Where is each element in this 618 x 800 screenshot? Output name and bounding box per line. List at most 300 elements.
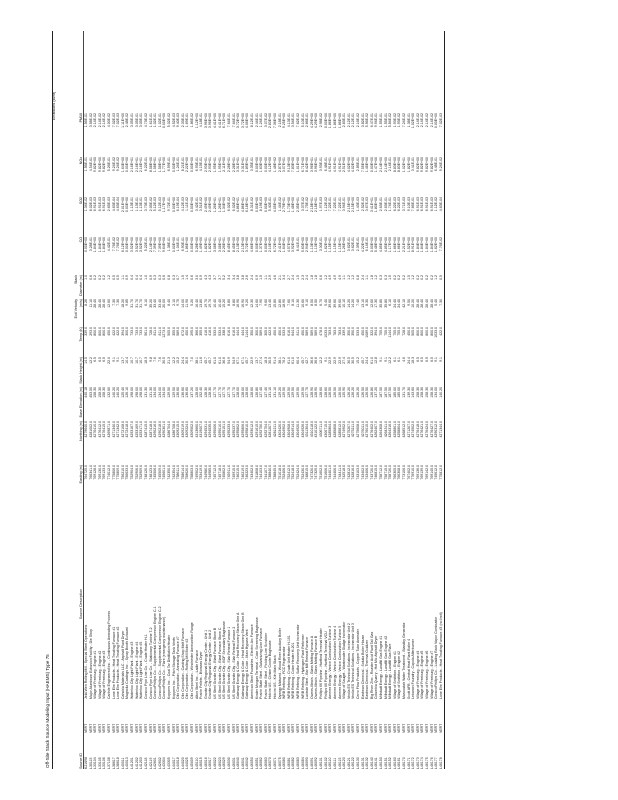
table-cell-so2: 2.01E+00 [120, 197, 125, 213]
table-cell-h: 4.6 [402, 357, 407, 362]
table-cell-el: 136.60 [180, 387, 185, 398]
table-cell-d: 0.2 [415, 275, 420, 280]
table-cell-h: 22.0 [107, 357, 112, 364]
table-cell-e: 758611.0 [176, 465, 181, 480]
table-cell-co: 4.42E-01 [107, 237, 112, 252]
table-cell-e: 758614.0 [180, 465, 185, 480]
table-cell-el: 185.00 [397, 387, 402, 398]
table-cell-h: 24.4 [406, 357, 411, 364]
table-cell-type: VERT [277, 723, 282, 733]
table-cell-pm: 3.58E-02 [88, 113, 93, 128]
table-cell-nox: 1.58E+01 [157, 157, 162, 173]
table-cell-type: VERT [351, 723, 356, 733]
table-cell-n: 4276421.0 [420, 421, 425, 438]
table-cell-h: 18.3 [263, 357, 268, 364]
table-cell-v: 19.70 [208, 299, 213, 308]
table-cell-el: 128.30 [208, 387, 213, 398]
table-cell-id: L30115 [88, 757, 93, 769]
table-cell-nox: 1.48E+02 [272, 157, 277, 173]
table-cell-el: 453.50 [88, 387, 93, 398]
table-cell-co: 1.62E+00 [323, 237, 328, 253]
table-cell-nox: 2.93E+01 [208, 157, 213, 173]
table-cell-e: 745718.0 [217, 465, 222, 480]
table-cell-n: 4286708.0 [171, 421, 176, 438]
table-cell-t: 339.0 [84, 327, 88, 336]
table-cell-pm: 2.14E-02 [93, 113, 98, 128]
table-cell-h: 45.7 [300, 357, 305, 364]
table-cell-h: 18.3 [411, 357, 416, 364]
table-cell-id: L46161 [397, 757, 402, 769]
table-cell-pm: 2.83E-01 [342, 113, 347, 128]
table-cell-co: 1.64E+01 [282, 237, 287, 253]
table-cell-pm: 3.72E+00 [236, 113, 241, 129]
table-cell-v: 12.30 [249, 299, 254, 308]
table-cell-h: 54.9 [226, 357, 231, 364]
table-cell-co: 3.08E+01 [213, 237, 218, 253]
table-cell-v: 6.70 [319, 299, 324, 306]
table-cell-co: 5.28E+00 [194, 237, 199, 253]
table-cell-d: 4.6 [272, 275, 277, 280]
table-cell-e: 752430.0 [300, 465, 305, 480]
table-cell-el: 158.30 [93, 387, 98, 398]
table-cell-id: L46040 [236, 757, 241, 769]
table-cell-id: L38618 [116, 757, 121, 769]
table-cell-e: 752909.0 [139, 465, 144, 480]
table-cell-v: 9.60 [263, 299, 268, 306]
table-cell-pm: 7.62E-02 [296, 113, 301, 128]
table-cell-n: 4281002.0 [88, 421, 93, 438]
table-cell-nox: 9.82E+00 [420, 157, 425, 173]
table-cell-n: 4253167.0 [130, 421, 135, 438]
table-cell-so2: 8.19E-03 [259, 197, 264, 212]
table-cell-co: 6.72E+01 [272, 237, 277, 253]
table-cell-so2: 2.63E-01 [379, 197, 383, 212]
table-cell-nox: 3.07E+01 [282, 157, 287, 173]
table-cell-n: 4285804.0 [328, 421, 333, 438]
table-cell-type: VERT [199, 723, 204, 733]
table-cell-type: VERT [434, 723, 439, 733]
table-cell-v: 10.20 [411, 299, 416, 308]
table-cell-d: 0.4 [139, 275, 144, 280]
table-cell-el: 134.00 [153, 387, 158, 398]
table-cell-el: 158.30 [429, 387, 434, 398]
table-cell-el: 140.20 [116, 387, 121, 398]
table-cell-d: 1.2 [434, 275, 439, 280]
table-cell-type: VERT [217, 723, 222, 733]
table-cell-so2: 7.22E-01 [337, 197, 342, 212]
table-cell-desc: Village of Freeburg - Engine #4 [415, 650, 420, 699]
table-cell-so2: 6.02E-02 [231, 197, 236, 212]
table-cell-type: VERT [355, 723, 360, 733]
table-cell-co: 5.48E+00 [374, 237, 379, 253]
table-cell-so2: 3.67E-03 [365, 197, 370, 212]
table-cell-co: 5.22E-01 [143, 237, 148, 252]
table-cell-e: 746815.0 [374, 465, 379, 480]
table-cell-pm: 1.61E-01 [148, 113, 153, 128]
table-cell-nox: 1.89E+01 [245, 157, 250, 173]
table-cell-v: 5.40 [323, 299, 328, 306]
table-cell-v: 16.90 [240, 299, 245, 308]
table-cell-co: 3.62E-01 [346, 237, 351, 252]
table-cell-so2: 6.22E-03 [397, 197, 402, 212]
table-cell-e: 769136.0 [415, 465, 420, 480]
table-cell-so2: 2.49E+00 [208, 197, 213, 213]
table-cell-so2: 0.00E+00 [190, 197, 195, 213]
table-cell-e: 744103.0 [259, 465, 264, 480]
table-cell-type: VERT [392, 723, 397, 733]
table-cell-desc: Phillips 66 Pipeline - Hartford Terminal VCU [323, 631, 328, 699]
table-cell-v: 39.60 [328, 299, 333, 308]
table-cell-co: 8.41E-01 [296, 237, 301, 252]
table-cell-so2: 5.12E-03 [153, 197, 158, 212]
table-cell-h: 21.3 [166, 357, 171, 364]
table-cell-e: 769139.0 [420, 465, 425, 480]
table-cell-desc: Gateway Energy & Coke - Heat Recovery Steam Gen A [236, 612, 241, 699]
table-cell-h: 67.1 [240, 357, 245, 364]
table-cell-so2: 4.63E-04 [111, 197, 116, 212]
table-cell-el: 127.40 [263, 387, 268, 398]
table-cell-id: L41203 [139, 757, 144, 769]
table-cell-h: 6.1 [397, 357, 402, 362]
table-cell-v: 6.10 [143, 299, 148, 306]
table-cell-nox: 6.93E-01 [194, 157, 199, 172]
table-cell-h: 13.7 [254, 357, 259, 364]
table-cell-nox: 0.00E+00 [254, 157, 259, 173]
table-cell-t: 616.0 [286, 327, 291, 336]
table-cell-so2: 2.35E+01 [296, 197, 301, 213]
table-cell-t: 755.0 [397, 327, 402, 336]
table-cell-el: 131.70 [402, 387, 407, 398]
table-cell-type: VERT [162, 723, 167, 733]
table-cell-desc: Scott AFB - Central Heat Plant Boiler 4 [406, 638, 411, 699]
table-cell-so2: 3.42E-01 [194, 197, 199, 212]
table-cell-n: 4276418.0 [415, 421, 420, 438]
table-cell-h: 30.5 [162, 357, 167, 364]
table-cell-e: 747325.0 [314, 465, 319, 480]
table-cell-el: 128.00 [245, 387, 250, 398]
table-cell-v: 8.30 [365, 299, 370, 306]
table-cell-id: L46023 [217, 757, 222, 769]
table-cell-el: 126.50 [337, 387, 342, 398]
table-cell-co: 1.15E+01 [332, 237, 337, 253]
table-cell-pm: 1.86E+00 [337, 113, 342, 129]
table-cell-v: 8.50 [314, 299, 319, 306]
table-cell-pm: 1.86E-02 [190, 113, 195, 128]
table-cell-t: 783.0 [328, 327, 333, 336]
table-cell-so2: 7.22E-01 [332, 197, 337, 212]
table-cell-el: 125.40 [120, 387, 125, 398]
table-cell-d: 3.7 [217, 275, 222, 280]
table-cell-h: 36.6 [222, 357, 227, 364]
table-cell-desc: Columbia Quarry - Hot Mix Asphalt Dryer [374, 635, 379, 699]
table-cell-id: L46160 [392, 757, 397, 769]
table-cell-v: 10.10 [342, 299, 347, 308]
table-cell-nox: 9.13E+00 [286, 157, 291, 173]
table-cell-pm: 1.02E+00 [411, 113, 416, 129]
table-cell-pm: 1.11E+00 [120, 113, 125, 128]
col-header: PM10 [78, 113, 83, 123]
table-cell-h: 9.1 [379, 357, 383, 362]
table-cell-nox: 2.85E-01 [355, 157, 360, 172]
table-cell-t: 505.0 [166, 327, 171, 336]
table-cell-n: 4295237.0 [231, 421, 236, 438]
table-cell-nox: 4.91E+01 [328, 157, 333, 173]
table-cell-desc: Major Aluminum Extrusion Facility - Die Shop [88, 628, 93, 699]
table-cell-n: 4295802.0 [236, 421, 241, 438]
table-cell-h: 24.4 [365, 357, 370, 364]
table-cell-pm: 1.93E-02 [397, 113, 402, 128]
table-cell-v: 28.40 [429, 299, 434, 308]
table-cell-h: 6.5 [102, 357, 107, 362]
table-cell-t: 422.0 [116, 327, 121, 336]
table-cell-pm: 6.71E+00 [222, 113, 227, 129]
table-cell-t: 350.0 [249, 327, 254, 336]
table-cell-v: 16.40 [194, 299, 199, 308]
table-cell-type: VERT [180, 723, 185, 733]
table-cell-v: 7.30 [116, 299, 121, 306]
table-cell-n: 4276427.0 [429, 421, 434, 438]
table-cell-type: VERT [263, 723, 268, 733]
table-cell-id: L33104 [93, 757, 98, 769]
table-cell-id: L37108 [107, 757, 112, 769]
table-cell-nox: 1.46E+00 [365, 157, 370, 173]
table-cell-n: 4310122.0 [314, 421, 319, 438]
table-cell-t: 733.0 [134, 327, 139, 336]
table-cell-d: 1.2 [346, 275, 351, 280]
table-cell-e: 764725.0 [84, 465, 88, 480]
table-cell-pm: 1.12E+00 [194, 113, 199, 129]
table-cell-so2: 6.91E-03 [415, 197, 420, 212]
table-cell-desc: Village of Smithton - Engine #2 [397, 651, 402, 699]
table-cell-d: 2.6 [245, 275, 250, 280]
table-cell-type: VERT [107, 723, 112, 733]
table-cell-v: 11.10 [88, 299, 93, 308]
table-cell-type: VERT [208, 723, 213, 733]
table-cell-pm: 1.69E-01 [185, 113, 190, 128]
table-cell-nox: 2.14E+00 [379, 157, 383, 173]
table-cell-n: 4274502.0 [411, 421, 416, 438]
table-cell-co: 4.66E+00 [249, 237, 254, 253]
table-cell-so2: 4.86E+01 [240, 197, 245, 213]
table-cell-d: 0.2 [429, 275, 434, 280]
table-cell-d: 0.3 [383, 275, 388, 280]
table-cell-t: 533.0 [355, 327, 360, 336]
emissions-group-header: Emissions (lb/hr) [52, 91, 56, 120]
table-cell-h: 30.5 [268, 357, 273, 364]
table-cell-d: 0.6 [162, 275, 167, 280]
table-cell-n: 4295010.0 [217, 421, 222, 438]
table-cell-desc: Granite City Regional Energy Center - Unit 2 [208, 629, 213, 699]
table-cell-pm: 2.14E-02 [420, 113, 425, 128]
table-cell-desc: Olin Corporation - Casting Shop Melt Furnace [180, 627, 185, 699]
table-cell-t: 350.0 [351, 327, 356, 336]
table-cell-d: 3.4 [231, 275, 236, 280]
table-cell-co: 3.52E+00 [134, 237, 139, 253]
table-cell-d: 3.8 [236, 275, 241, 280]
table-cell-co: 7.39E+00 [153, 237, 158, 253]
table-cell-d: 1.0 [84, 275, 88, 280]
table-cell-e: 738845.0 [272, 465, 277, 480]
table-cell-d: 0.4 [130, 275, 135, 280]
table-cell-type: VERT [84, 723, 88, 733]
table-cell-so2: 2.52E-02 [360, 197, 365, 212]
table-cell-v: 42.10 [402, 299, 407, 308]
table-cell-id: L46130 [355, 757, 360, 769]
table-cell-e: 745601.0 [162, 465, 167, 480]
table-cell-co: 1.17E+00 [388, 237, 393, 253]
table-cell-id: L46062 [259, 757, 264, 769]
table-cell-h: 45.7 [245, 357, 250, 364]
table-cell-v: 11.90 [185, 299, 190, 308]
table-cell-type: VERT [245, 723, 250, 733]
table-cell-v: 35.80 [383, 299, 388, 308]
table-cell-nox: 9.82E+00 [429, 157, 434, 173]
table-cell-t: 589.0 [305, 327, 310, 336]
col-header: Northing (m) [78, 421, 83, 441]
table-cell-desc: WRB Refining - FCC Regenerator [282, 646, 287, 699]
table-cell-h: 9.8 [148, 357, 153, 362]
table-cell-desc: Granite City Regional Energy Center - Unit 1 [203, 629, 208, 699]
table-cell-el: 158.30 [102, 387, 107, 398]
table-cell-type: VERT [374, 723, 379, 733]
table-cell-n: 4291615.0 [254, 421, 259, 438]
table-cell-el: 129.20 [277, 387, 282, 398]
table-cell-id: L46083 [296, 757, 301, 769]
table-cell-t: 305.0 [263, 327, 268, 336]
table-cell-so2: 2.49E+00 [203, 197, 208, 213]
table-cell-v: 9.10 [305, 299, 310, 306]
table-cell-e: 744411.0 [337, 465, 342, 480]
table-cell-desc: Conoco Pipe Line Co. - Stationary Turbine T-2 [148, 627, 153, 699]
table-cell-d: 1.8 [314, 275, 319, 280]
table-cell-so2: 3.71E-03 [402, 197, 407, 212]
table-cell-so2: 2.65E-03 [107, 197, 112, 212]
table-cell-so2: 2.18E+01 [314, 197, 319, 213]
table-cell-n: 4309215.0 [176, 421, 181, 438]
table-cell-id: L46090 [305, 757, 310, 769]
table-cell-type: VERT [231, 723, 236, 733]
table-cell-n: 4290312.0 [434, 421, 439, 438]
table-cell-co: 0.00E+00 [263, 237, 268, 253]
table-cell-nox: 2.51E+00 [342, 157, 347, 173]
table-cell-type: VERT [213, 723, 218, 733]
table-cell-n: 4262407.0 [374, 421, 379, 438]
table-cell-v: 5.20 [190, 299, 195, 306]
table-cell-h: 22.9 [249, 357, 254, 364]
table-cell-pm: 1.38E-01 [406, 113, 411, 128]
table-cell-n: 4304914.0 [291, 421, 296, 438]
table-cell-el: 187.50 [379, 387, 383, 398]
table-cell-n: 4264316.0 [388, 421, 393, 438]
table-cell-desc: ConocoPhillips Co. - Supplemental Compressor Engine C-2 [157, 606, 162, 699]
table-cell-id: L46030 [226, 757, 231, 769]
table-cell-pm: 7.24E-02 [402, 113, 407, 128]
table-cell-pm: 2.14E-02 [429, 113, 434, 128]
table-cell-pm: 4.18E-01 [199, 113, 204, 128]
table-cell-type: VERT [176, 723, 181, 733]
table-cell-v: 9.75 [176, 299, 181, 306]
table-cell-h: 27.4 [259, 357, 264, 364]
table-cell-nox: 3.96E+01 [314, 157, 319, 173]
table-cell-pm: 1.86E+00 [332, 113, 337, 129]
table-cell-so2: 2.15E+00 [346, 197, 351, 213]
table-cell-el: 129.50 [282, 387, 287, 398]
table-cell-t: 755.0 [383, 327, 388, 336]
table-cell-nox: 0.00E+00 [190, 157, 195, 173]
table-cell-h: 61.0 [286, 357, 291, 364]
table-cell-n: 4310118.0 [309, 421, 314, 438]
table-cell-t: 811.0 [296, 327, 301, 336]
table-cell-h: 12.8 [374, 357, 379, 364]
table-cell-el: 445.18 [84, 387, 88, 398]
table-cell-el: 129.50 [291, 387, 296, 398]
table-cell-desc: Big River Zinc - Roaster Acid Plant Tail Gas [369, 631, 374, 699]
table-cell-nox: 2.87E+00 [277, 157, 282, 173]
table-cell-t: 478.0 [319, 327, 324, 336]
table-cell-t: 533.0 [213, 327, 218, 336]
table-cell-co: 3.72E+00 [245, 237, 250, 253]
table-cell-d: 3.8 [240, 275, 245, 280]
table-cell-so2: 8.02E-03 [88, 197, 93, 212]
table-cell-id: L46152 [388, 757, 393, 769]
table-cell-nox: 2.14E-01 [388, 157, 393, 172]
table-cell-co: 0.00E+00 [369, 237, 374, 253]
table-cell-d: 0.2 [93, 275, 98, 280]
table-cell-v: 24.40 [392, 299, 397, 308]
table-cell-v: 6.10 [388, 299, 393, 306]
table-cell-d: 4.9 [328, 275, 333, 280]
table-cell-so2: 1.11E-02 [185, 197, 190, 211]
table-cell-desc: Village of Freeburg - Engine #3 [102, 650, 107, 699]
table-cell-desc: Gateway Energy & Coke - Heat Recovery Steam Gen B [240, 612, 245, 699]
table-cell-co: 0.00E+00 [190, 237, 195, 253]
table-cell-desc: Olin Corporation - Rolling Mill Boiler #2 [185, 638, 190, 699]
table-cell-so2: 4.86E+01 [236, 197, 241, 213]
table-cell-h: 91.4 [272, 357, 277, 364]
table-cell-h: 38.1 [277, 357, 282, 364]
table-cell-e: 742354.0 [171, 465, 176, 480]
table-cell-n: 4290216.0 [153, 421, 158, 438]
table-cell-e: 744406.0 [332, 465, 337, 480]
col-header: CO [78, 237, 83, 243]
table-cell-el: 128.90 [309, 387, 314, 398]
table-cell-h: 6.5 [93, 357, 98, 362]
table-cell-id: L46022 [213, 757, 218, 769]
table-cell-type: VERT [171, 723, 176, 733]
table-cell-id: L46170 [402, 757, 407, 769]
table-cell-so2: 5.40E-01 [268, 197, 273, 212]
table-cell-t: 295.0 [190, 327, 195, 336]
table-cell-so2: 4.12E-03 [180, 197, 185, 212]
table-cell-e: 741808.0 [254, 465, 259, 480]
table-cell-nox: 5.26E-01 [107, 157, 112, 172]
table-cell-desc: Laclede Steel - Bar Mill Reheat Furnace [305, 636, 310, 699]
table-cell-v: 28.40 [97, 299, 102, 308]
table-cell-type: VERT [383, 723, 388, 733]
table-cell-nox: 4.02E+00 [351, 157, 356, 173]
table-cell-so2: 2.63E-01 [383, 197, 388, 212]
table-cell-n: 4269871.0 [107, 421, 112, 438]
table-cell-el: 187.50 [383, 387, 388, 398]
table-cell-id: L46178 [438, 757, 443, 769]
table-cell-nox: 3.31E+01 [236, 157, 241, 173]
table-cell-id: L46017 [208, 757, 213, 769]
table-cell-h: 61.0 [291, 357, 296, 364]
table-cell-h: 7.0 [190, 357, 195, 362]
table-cell-v: 18.90 [282, 299, 287, 308]
table-cell-type: VERT [120, 723, 125, 733]
table-cell-t: 450.0 [300, 327, 305, 336]
